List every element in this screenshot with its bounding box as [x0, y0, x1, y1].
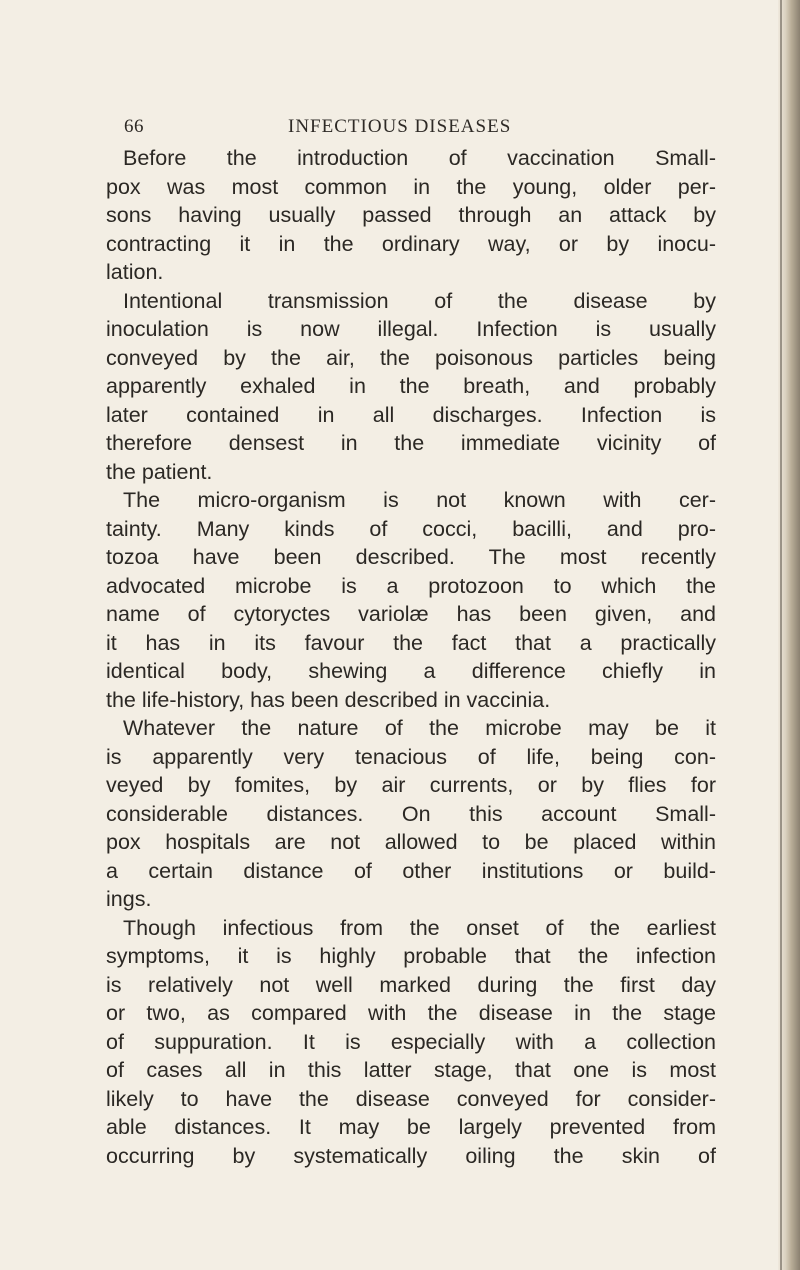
text-line: occurring by systematically oiling the skin of	[106, 1143, 716, 1168]
page-number: 66	[124, 116, 144, 137]
text-line: considerable distances. On this account Small-	[106, 801, 716, 826]
text-line: Before the introduction of vaccination Small-	[123, 146, 716, 170]
text-line: inoculation is now illegal. Infection is usually	[106, 317, 716, 341]
text-line: advocated microbe is a protozoon to which the	[106, 573, 716, 598]
text-line: it has in its favour the fact that a practically	[106, 630, 716, 655]
text-line: ings.	[106, 887, 152, 911]
text-line: Intentional transmission of the disease by	[123, 288, 716, 313]
text-line: pox hospitals are not allowed to be placed within	[106, 830, 716, 854]
text-line: the patient.	[106, 459, 213, 484]
text-line: the life-history, has been described in vaccinia.	[106, 687, 551, 712]
text-line: a certain distance of other institutions or build-	[106, 858, 716, 883]
text-line: later contained in all discharges. Infection is	[106, 402, 716, 427]
text-line: sons having usually passed through an attack by	[106, 203, 716, 227]
text-line: likely to have the disease conveyed for consider-	[106, 1086, 716, 1111]
text-line: identical body, shewing a difference chiefly in	[106, 659, 716, 683]
text-line: of suppuration. It is especially with a collection	[106, 1029, 716, 1054]
text-line: conveyed by the air, the poisonous particles being	[106, 345, 716, 370]
text-line: tozoa have been described. The most recently	[106, 545, 716, 569]
text-line: symptoms, it is highly probable that the infection	[106, 944, 716, 968]
text-line: Though infectious from the onset of the earliest	[123, 915, 716, 940]
page-edge-line	[780, 0, 782, 1270]
text-line: pox was most common in the young, older per-	[106, 174, 716, 199]
text-line: of cases all in this latter stage, that one is most	[106, 1058, 716, 1082]
page-header	[0, 116, 800, 142]
text-line: name of cytoryctes variolæ has been given, and	[106, 602, 716, 626]
text-line: is apparently very tenacious of life, being con-	[106, 744, 716, 769]
text-line: lation.	[106, 260, 164, 284]
text-line: therefore densest in the immediate vicinity of	[106, 431, 716, 455]
text-line: Whatever the nature of the microbe may be it	[123, 716, 716, 740]
text-line: apparently exhaled in the breath, and probably	[106, 374, 716, 398]
text-line: or two, as compared with the disease in the stage	[106, 1001, 716, 1025]
text-line: able distances. It may be largely prevented from	[106, 1115, 716, 1139]
body-text	[106, 144, 716, 1170]
text-line: contracting it in the ordinary way, or by inocu-	[106, 231, 716, 256]
text-line: tainty. Many kinds of cocci, bacilli, and pro-	[106, 516, 716, 541]
running-head: INFECTIOUS DISEASES	[288, 116, 512, 137]
text-line: veyed by fomites, by air currents, or by flies for	[106, 773, 716, 797]
text-line: The micro-organism is not known with cer-	[123, 488, 716, 512]
text-line: is relatively not well marked during the first day	[106, 972, 716, 997]
